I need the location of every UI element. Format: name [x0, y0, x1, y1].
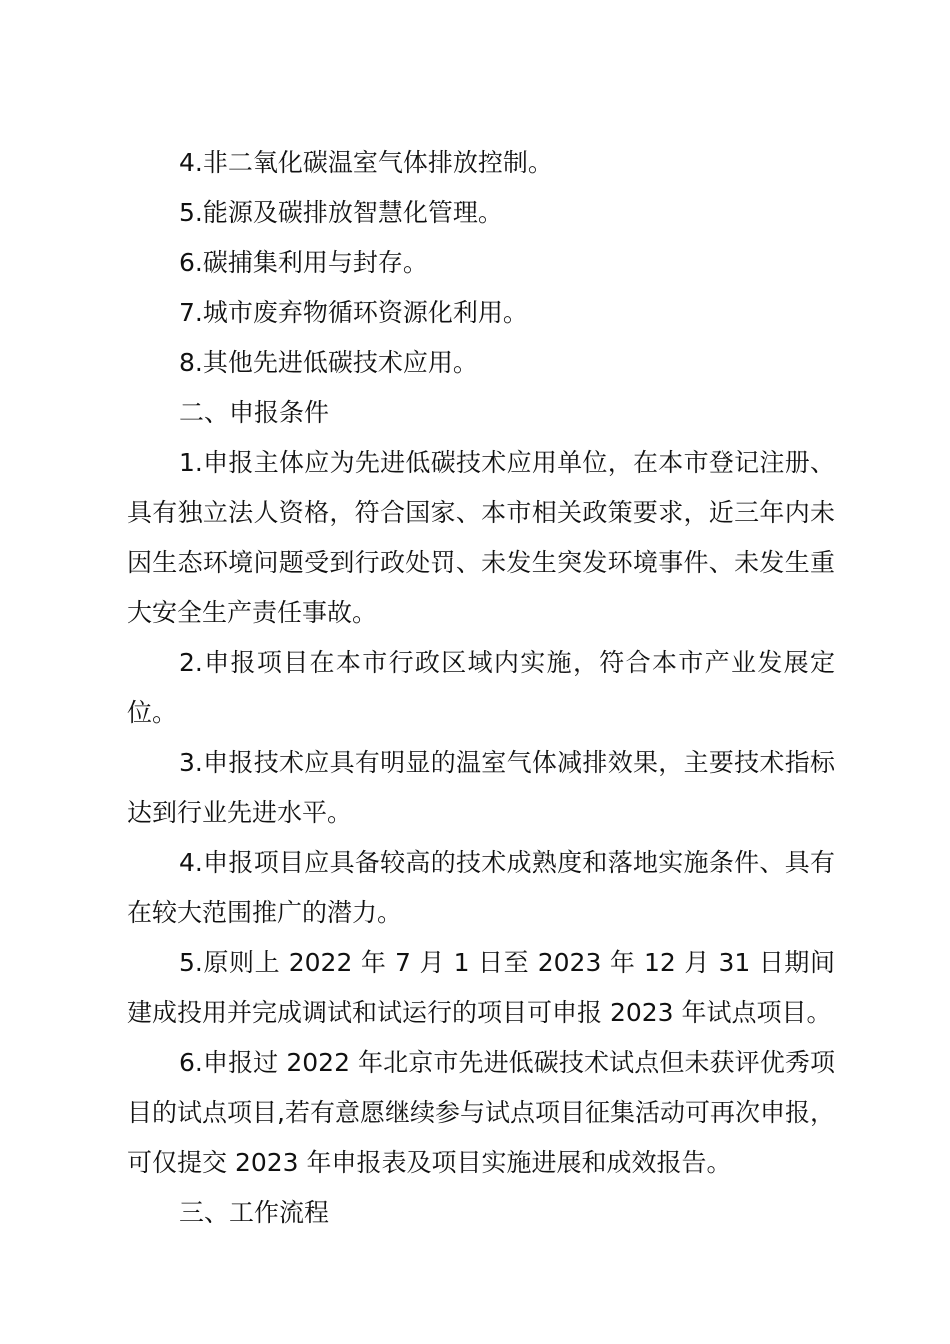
condition-paragraph-2: 2.申报项目在本市行政区域内实施，符合本市产业发展定位。: [127, 648, 835, 727]
list-item-7: 7.城市废弃物循环资源化利用。: [179, 298, 528, 327]
condition-paragraph-4: 4.申报项目应具备较高的技术成熟度和落地实施条件、具有在较大范围推广的潜力。: [127, 848, 835, 927]
condition-paragraph-3: 3.申报技术应具有明显的温室气体减排效果，主要技术指标达到行业先进水平。: [127, 748, 835, 827]
document-body: [127, 138, 835, 1238]
list-item-5: 5.能源及碳排放智慧化管理。: [179, 198, 503, 227]
section-heading-application-conditions: 二、申报条件: [179, 398, 330, 427]
list-item-4: 4.非二氧化碳温室气体排放控制。: [179, 148, 553, 177]
list-item-6: 6.碳捕集利用与封存。: [179, 248, 428, 277]
condition-paragraph-6: 6.申报过 2022 年北京市先进低碳技术试点但未获评优秀项目的试点项目,若有意愿继续参与试点项目征集活动可再次申报，可仅提交 2023 年申报表及项目实施进展和成效报告。: [127, 1048, 835, 1177]
list-item-8: 8.其他先进低碳技术应用。: [179, 348, 478, 377]
condition-paragraph-5: 5.原则上 2022 年 7 月 1 日至 2023 年 12 月 31 日期间建成投用并完成调试和试运行的项目可申报 2023 年试点项目。: [127, 948, 835, 1027]
condition-paragraph-1: 1.申报主体应为先进低碳技术应用单位，在本市登记注册、具有独立法人资格，符合国家、本市相关政策要求，近三年内未因生态环境问题受到行政处罚、未发生突发环境事件、未发生重大安全生产责任事故。: [127, 448, 835, 627]
section-heading-workflow: 三、工作流程: [179, 1198, 330, 1227]
